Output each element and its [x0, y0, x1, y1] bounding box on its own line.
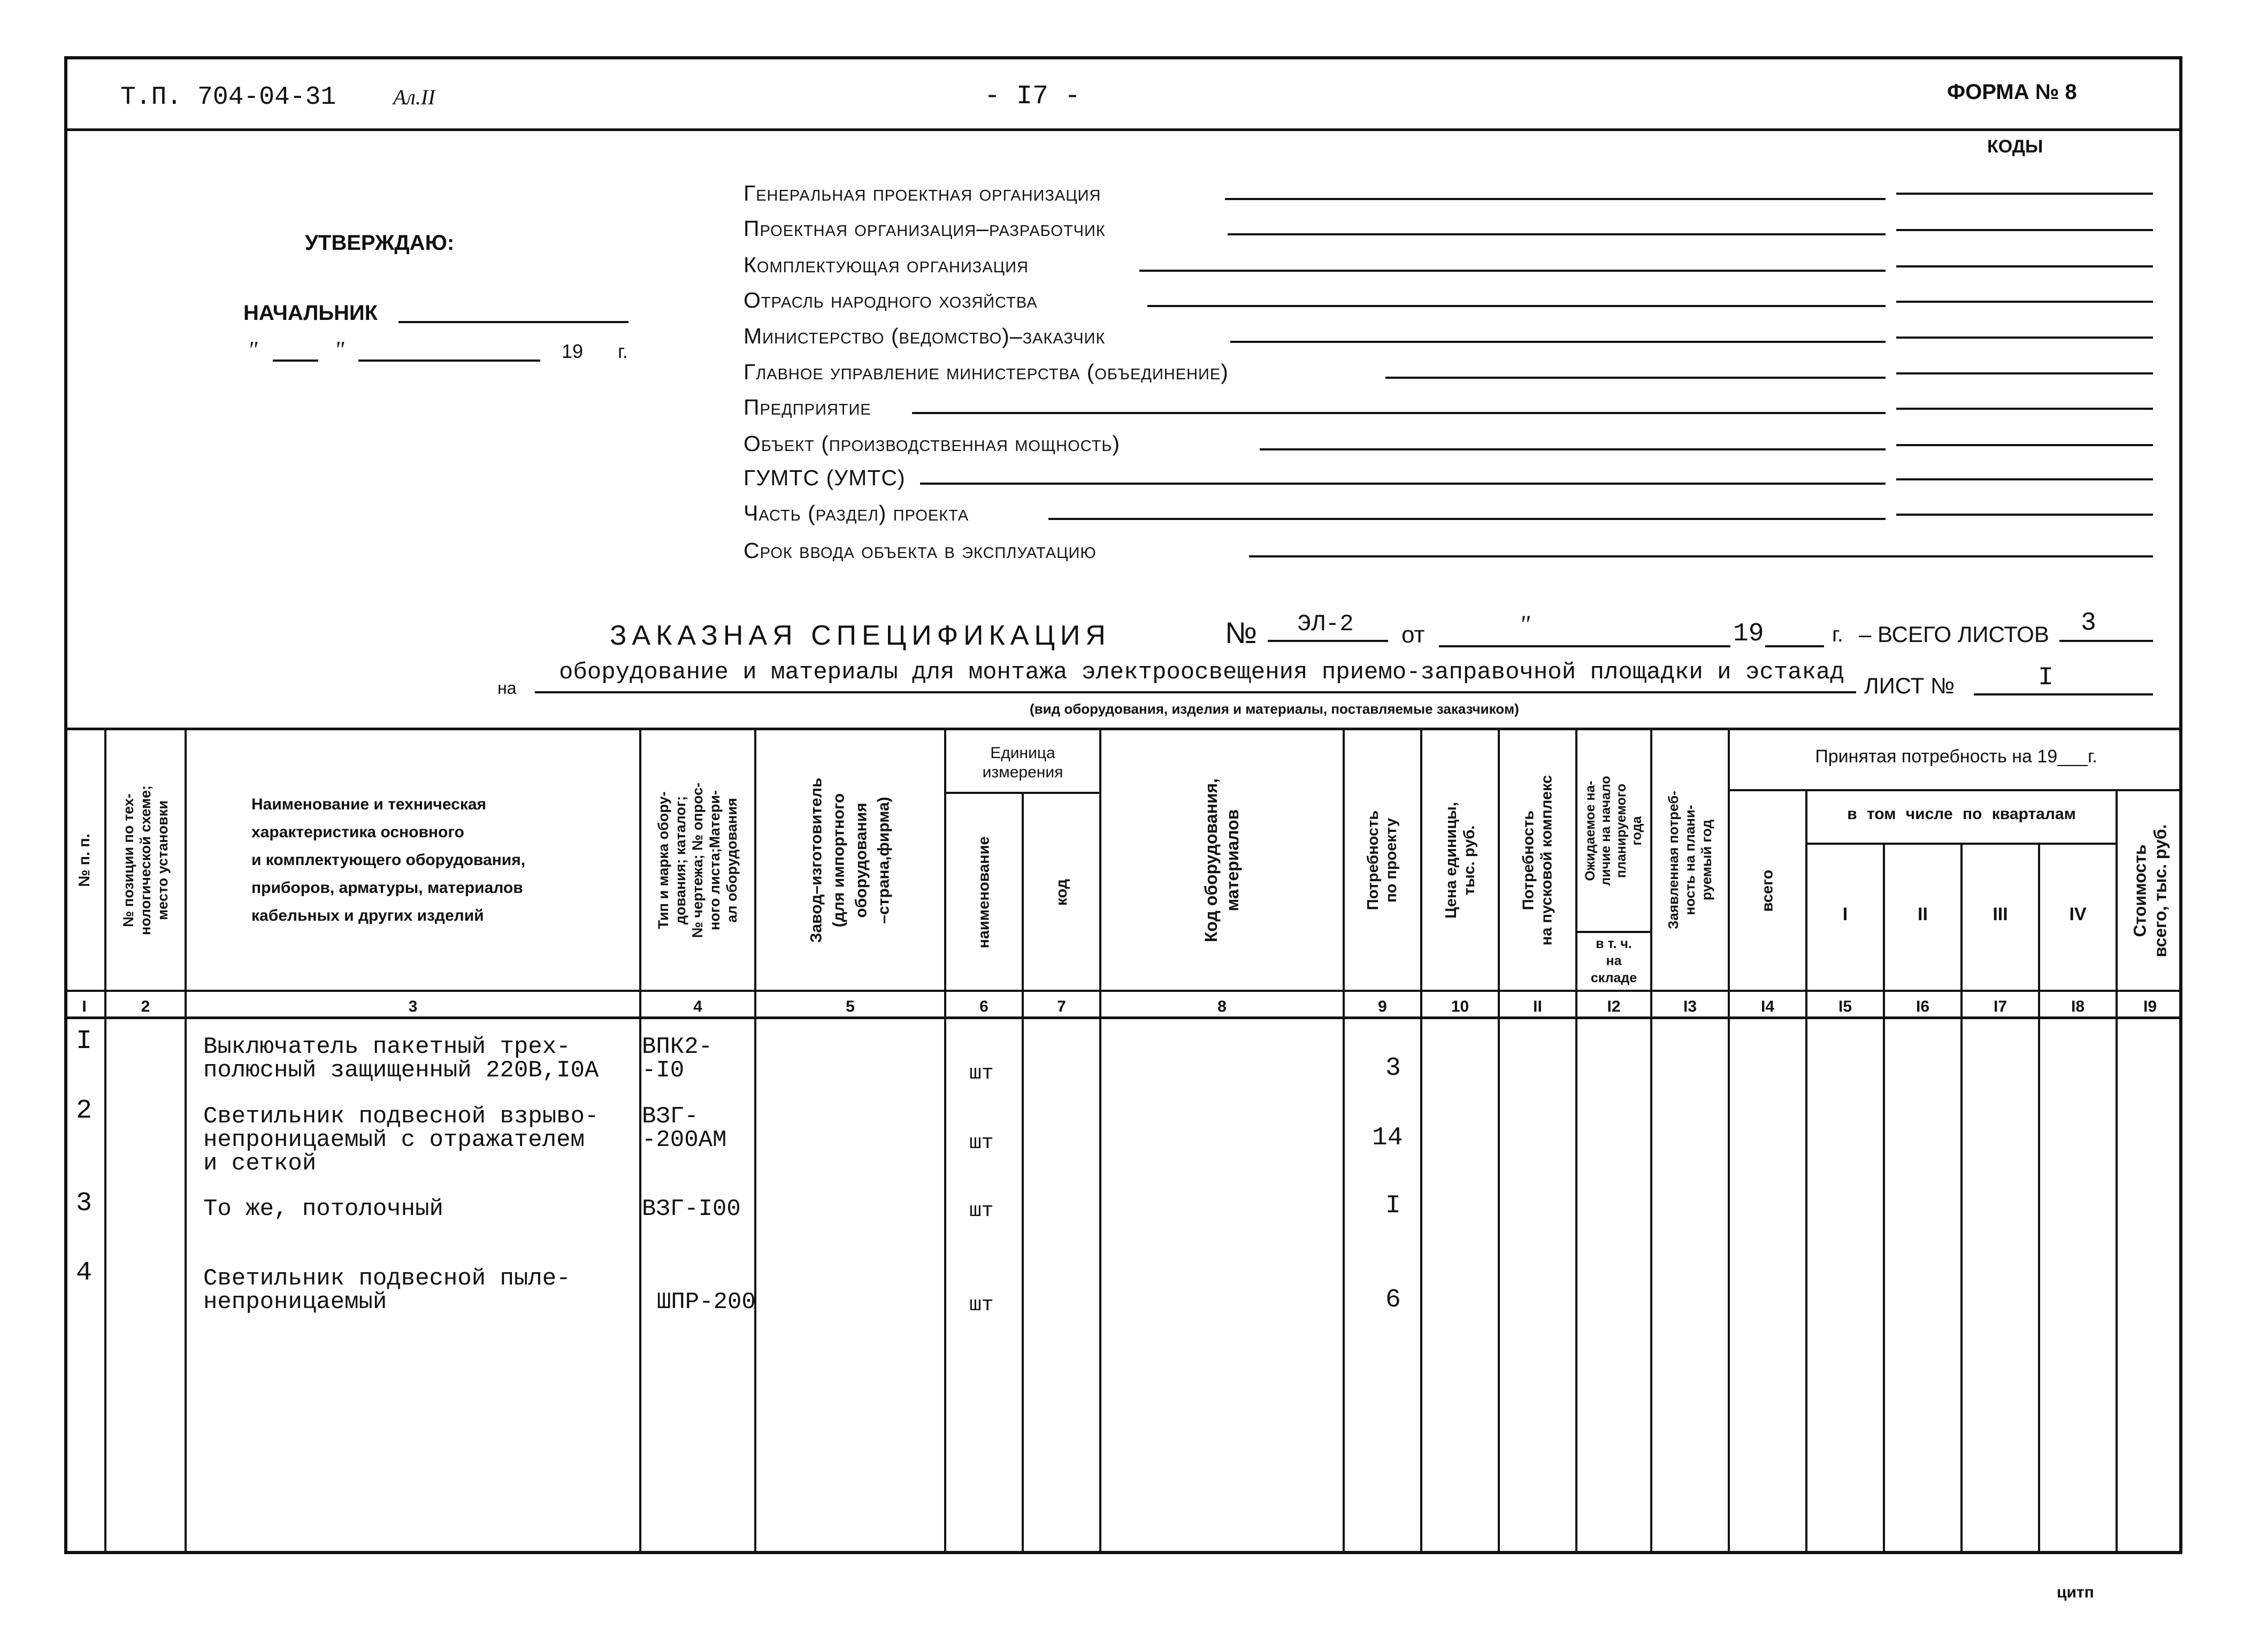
- row-qty: 3: [1385, 1054, 1401, 1083]
- header-accepted-need: Принятая потребность на 19___г.: [1815, 746, 2097, 767]
- header-unit-name: наименование: [975, 836, 993, 949]
- column-number: 5: [846, 998, 855, 1015]
- org-field-line[interactable]: [912, 412, 1886, 414]
- row-type: ВЗГ-I00: [642, 1196, 741, 1222]
- spec-subject-line[interactable]: [535, 691, 1856, 693]
- spec-title: ЗАКАЗНАЯ СПЕЦИФИКАЦИЯ: [610, 620, 1111, 651]
- org-field-line[interactable]: [1147, 305, 1886, 307]
- column-number: 6: [979, 998, 989, 1015]
- total-sheets-value: 3: [2081, 609, 2096, 638]
- header-name: Наименование и техническая характеристика основного и комплектующего оборудования, приборов, арматуры, материалов кабельных и других изделий: [251, 796, 526, 924]
- spec-number: ЭЛ-2: [1297, 611, 1354, 638]
- org-field-label: Главное управление министерства (объединение): [744, 360, 1229, 384]
- column-number: 10: [1451, 998, 1469, 1015]
- header-quarter: III: [1993, 904, 2008, 924]
- org-code-line[interactable]: [1896, 301, 2153, 303]
- org-field-label: Отрасль народного хозяйства: [744, 288, 1038, 312]
- column-number: 3: [408, 998, 418, 1015]
- column-number: I2: [1607, 998, 1621, 1015]
- row-name: Светильник подвесной взрыво- непроницаемый с отражателем и сеткой: [203, 1103, 599, 1177]
- column-number: I6: [1915, 998, 1930, 1015]
- spec-year-suffix: г.: [1832, 623, 1843, 646]
- org-code-line[interactable]: [1896, 265, 2153, 267]
- date-day-line: [273, 360, 318, 362]
- codes-label: КОДЫ: [1987, 136, 2043, 157]
- org-field-label: Комплектующая организация: [744, 253, 1029, 277]
- row-unit: шт: [969, 1062, 994, 1085]
- column-number: I5: [1838, 998, 1852, 1015]
- column-number: I9: [2143, 998, 2157, 1015]
- sheet-no-line[interactable]: [1974, 693, 2153, 695]
- header-total: всего: [1759, 869, 1776, 912]
- header-quarter: I: [1842, 904, 1848, 924]
- header-unit: Единица измерения: [982, 744, 1063, 781]
- row-number: 4: [76, 1258, 93, 1288]
- col-border: [2038, 843, 2040, 1554]
- column-number: 8: [1217, 998, 1227, 1015]
- row-qty: 6: [1385, 1286, 1401, 1314]
- approve-label: УТВЕРЖДАЮ:: [305, 231, 455, 255]
- row-name: Светильник подвесной пыле- непроницаемый: [203, 1265, 571, 1316]
- org-field-label: Министерство (ведомство)–заказчик: [744, 324, 1106, 348]
- stock-header-divider: [1575, 931, 1650, 933]
- spec-subject: оборудование и материалы для монтажа электроосвещения приемо-заправочной площадки и эстакад: [559, 659, 1844, 686]
- row-qty: 14: [1372, 1123, 1403, 1152]
- org-field-line[interactable]: [1249, 555, 2153, 557]
- header-type: Тип и марка обору- дования; каталог; № чертежа; № опрос- ного листа;Матери- ал оборудования: [655, 782, 740, 938]
- org-code-line[interactable]: [1896, 444, 2153, 446]
- org-field-label: Проектная организация–разработчик: [744, 216, 1106, 241]
- row-type: ВПК2- -I0: [642, 1034, 713, 1084]
- form-number: ФОРМА № 8: [1947, 80, 2077, 104]
- column-number: II: [1533, 998, 1542, 1015]
- header-divider: [64, 128, 2182, 131]
- col-border: [1883, 843, 1885, 1554]
- chief-label: НАЧАЛЬНИК: [243, 301, 378, 325]
- row-unit: шт: [969, 1294, 994, 1317]
- spec-on-label: на: [497, 678, 517, 698]
- org-code-line[interactable]: [1896, 193, 2153, 195]
- unit-header-divider: [944, 792, 1099, 794]
- header-material-code: Код оборудования, материалов: [1201, 778, 1243, 942]
- header-project-need: Потребность по проекту: [1365, 810, 1400, 910]
- column-number: I7: [1993, 998, 2008, 1015]
- col-border: [1960, 843, 1963, 1554]
- header-cost: Стоимость всего, тыс. руб.: [2130, 824, 2170, 958]
- header-expected-stock: Ожидаемое на- личие на начало планируемого года: [1583, 775, 1644, 886]
- header-startup-need: Потребность на пусковой комплекс: [1520, 775, 1556, 945]
- spec-no-label: №: [1225, 616, 1258, 649]
- org-field-line[interactable]: [1139, 270, 1886, 272]
- org-code-line[interactable]: [1896, 478, 2153, 480]
- header-unit-price: Цена единицы, тыс. руб.: [1442, 801, 1478, 919]
- org-field-line[interactable]: [1225, 198, 1886, 200]
- header-declared-need: Заявленная потреб- ность на плани- руемый год: [1665, 791, 1715, 929]
- org-field-label: Предприятие: [744, 395, 871, 419]
- org-code-line[interactable]: [1896, 408, 2153, 410]
- row-name: То же, потолочный: [203, 1196, 443, 1222]
- row-name: Выключатель пакетный трех- полюсный защищенный 220В,I0А: [203, 1034, 599, 1084]
- header-row-no: № п. п.: [75, 833, 93, 887]
- org-field-label: ГУМТС (УМТС): [744, 465, 906, 490]
- org-field-line[interactable]: [1228, 233, 1886, 235]
- org-field-label: Часть (раздел) проекта: [744, 501, 969, 525]
- doc-code: Т.П. 704-04-31: [120, 83, 336, 112]
- header-unit-code: код: [1053, 878, 1070, 906]
- column-number: I4: [1760, 998, 1775, 1015]
- org-field-label: Генеральная проектная организация: [744, 181, 1101, 205]
- row-type: ВЗГ- -200АМ: [642, 1103, 727, 1153]
- header-quarter: II: [1918, 904, 1928, 924]
- header-quarter: IV: [2069, 904, 2087, 924]
- org-code-line[interactable]: [1896, 229, 2153, 231]
- date-month-line: [358, 360, 540, 362]
- org-field-line[interactable]: [1048, 518, 1886, 520]
- date-year-prefix: 19: [562, 340, 584, 362]
- date-quote-close: ": [334, 337, 344, 363]
- total-sheets-line[interactable]: [2059, 640, 2153, 642]
- spec-from-label: от: [1401, 622, 1425, 648]
- org-field-line[interactable]: [1230, 341, 1886, 343]
- spec-number-line[interactable]: [1268, 640, 1388, 642]
- spec-year-line[interactable]: [1765, 645, 1824, 647]
- header-quarters: в том числе по кварталам: [1847, 805, 2076, 823]
- header-manufacturer: Завод–изготовитель (для импортного оборудования –страна,фирма): [807, 777, 893, 943]
- spec-date-quote: ": [1519, 610, 1530, 639]
- sheet-no-label: ЛИСТ №: [1864, 673, 1955, 698]
- accepted-header-divider: [1728, 789, 2182, 791]
- column-number: I3: [1683, 998, 1697, 1015]
- column-number: I: [82, 998, 87, 1015]
- column-number: I8: [2071, 998, 2085, 1015]
- page-number: - I7 -: [984, 81, 1081, 112]
- spec-date-line[interactable]: [1439, 645, 1730, 647]
- quarters-header-divider: [1805, 843, 2116, 845]
- column-number: 2: [141, 998, 150, 1015]
- date-quote-open: ": [248, 337, 258, 363]
- date-year-suffix: г.: [618, 340, 628, 362]
- row-number: 3: [76, 1188, 93, 1219]
- org-code-line[interactable]: [1896, 372, 2153, 374]
- colnum-top-border: [64, 990, 2182, 992]
- row-qty: I: [1385, 1191, 1401, 1220]
- org-code-line[interactable]: [1896, 514, 2153, 516]
- footer-stamp: цитп: [2057, 1584, 2094, 1601]
- row-unit: шт: [969, 1199, 994, 1222]
- column-number: 7: [1057, 998, 1066, 1015]
- org-field-label: Срок ввода объекта в эксплуатацию: [744, 538, 1097, 563]
- row-number: I: [76, 1026, 93, 1057]
- column-number: 9: [1378, 998, 1387, 1015]
- row-number: 2: [76, 1096, 93, 1126]
- org-field-label: Объект (производственная мощность): [744, 431, 1121, 456]
- sheet-no-value: I: [2038, 663, 2054, 692]
- row-unit: шт: [969, 1132, 994, 1155]
- chief-signature-line: [399, 321, 629, 323]
- org-code-line[interactable]: [1896, 337, 2153, 339]
- org-field-line[interactable]: [1385, 377, 1886, 379]
- org-field-line[interactable]: [920, 483, 1886, 485]
- column-number: 4: [693, 998, 702, 1015]
- col-border: [185, 728, 187, 1554]
- spec-year-prefix: 19: [1733, 620, 1764, 648]
- org-field-line[interactable]: [1260, 448, 1886, 450]
- header-position: № позиции по тех- нологической схеме; место установки: [120, 785, 171, 935]
- spec-caption: (вид оборудования, изделия и материалы, поставляемые заказчиком): [1030, 701, 1519, 717]
- total-sheets-label: – ВСЕГО ЛИСТОВ: [1859, 622, 2049, 647]
- album-number: Ал.II: [393, 85, 435, 109]
- row-type: ШПР-200: [657, 1289, 756, 1316]
- header-in-stock: в т. ч. на складе: [1590, 936, 1637, 985]
